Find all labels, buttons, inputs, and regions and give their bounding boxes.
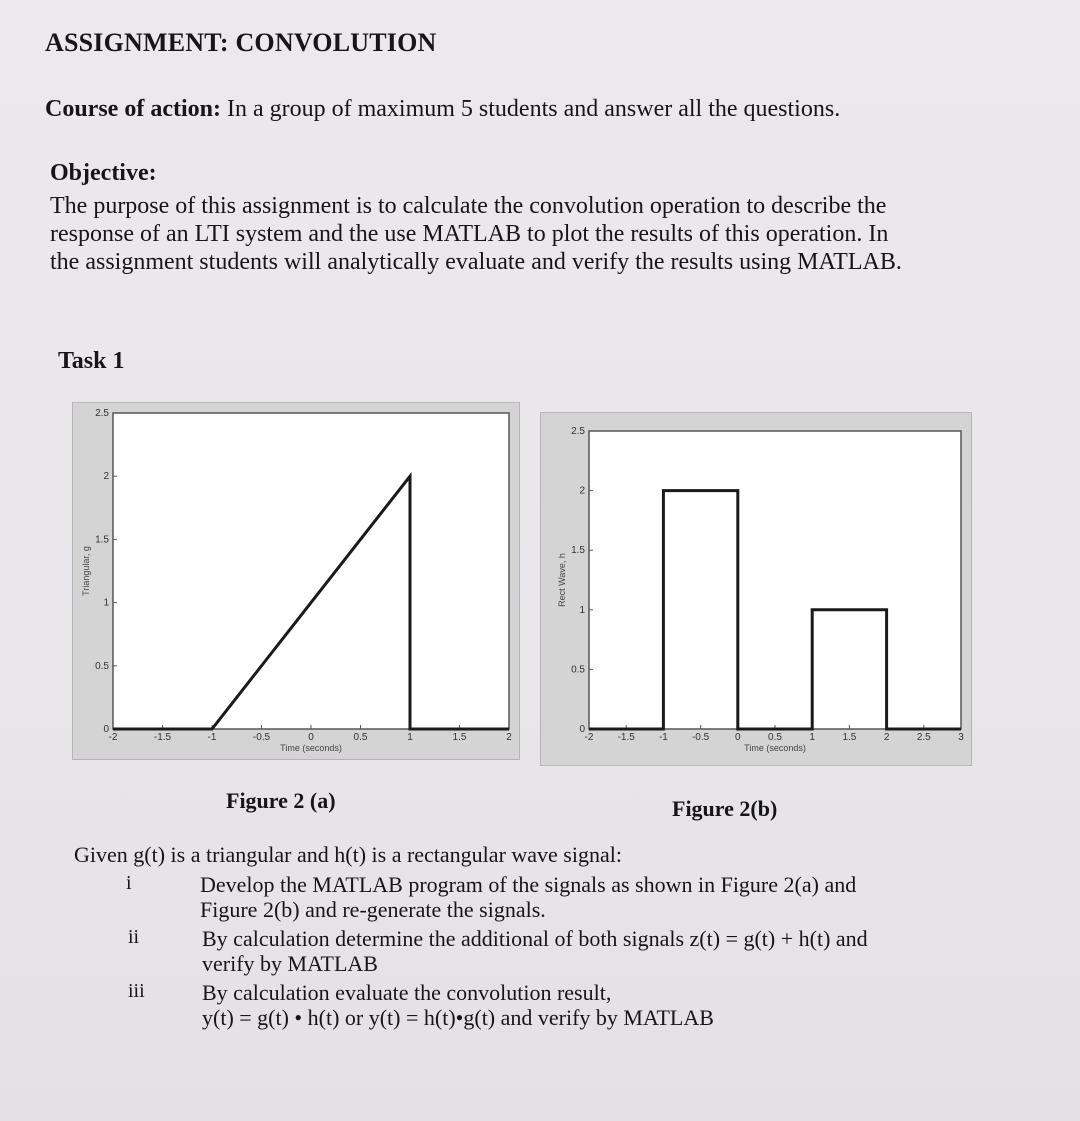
y-tick-label: 2 <box>103 471 109 483</box>
question-line: By calculation determine the additional of both signals z(t) = g(t) + h(t) and <box>202 926 868 951</box>
x-tick-label: 2 <box>883 732 890 743</box>
x-tick-label: 0 <box>308 732 314 743</box>
plot-area <box>589 431 961 729</box>
x-axis-label: Time (seconds) <box>744 743 806 753</box>
x-tick-label: 0.5 <box>768 732 782 743</box>
question-item <box>202 980 714 1030</box>
x-tick-label: -2 <box>584 732 594 743</box>
y-tick-label: 0.5 <box>571 664 585 676</box>
x-tick-label: 3 <box>958 732 964 743</box>
question-number: iii <box>128 980 145 1002</box>
figure-2a-caption: Figure 2 (a) <box>226 788 336 813</box>
x-tick-label: 1.5 <box>452 732 467 743</box>
questions-intro: Given g(t) is a triangular and h(t) is a rectangular wave signal: <box>74 842 622 867</box>
figure-2b-caption: Figure 2(b) <box>672 796 778 821</box>
y-tick-label: 2.5 <box>571 426 585 437</box>
x-tick-label: -1 <box>658 732 668 743</box>
x-tick-label: -2 <box>108 732 118 743</box>
y-tick-label: 0 <box>579 724 585 735</box>
x-tick-label: 1 <box>407 732 413 743</box>
question-number: i <box>126 872 132 894</box>
x-tick-label: 2 <box>506 732 512 743</box>
y-tick-label: 1 <box>579 604 585 616</box>
x-tick-label: -1.5 <box>617 732 635 743</box>
y-axis-label: Triangular, g <box>81 546 91 596</box>
course-of-action <box>45 96 840 123</box>
x-tick-label: 0.5 <box>353 732 368 743</box>
x-tick-label: 1.5 <box>842 732 857 743</box>
objective-heading: Objective: <box>50 160 157 186</box>
x-tick-label: 1 <box>809 732 815 743</box>
objective-paragraph <box>50 192 1030 276</box>
x-tick-label: -0.5 <box>691 732 710 743</box>
page-title: ASSIGNMENT: CONVOLUTION <box>45 28 437 57</box>
y-tick-label: 2 <box>579 485 585 497</box>
objective-line: The purpose of this assignment is to calculate the convolution operation to describe the <box>50 193 887 219</box>
x-tick-label: 2.5 <box>916 732 931 743</box>
y-axis-label: Rect Wave, h <box>557 553 567 607</box>
objective-line: the assignment students will analytically evaluate and verify the results using MATLAB. <box>50 249 902 275</box>
y-tick-label: 0.5 <box>95 660 109 672</box>
y-tick-label: 1.5 <box>571 545 585 557</box>
x-tick-label: -0.5 <box>252 732 271 743</box>
x-tick-label: 0 <box>735 732 741 743</box>
y-tick-label: 0 <box>103 724 109 735</box>
figure-2b-plot <box>541 413 971 765</box>
question-line: verify by MATLAB <box>202 951 378 976</box>
plot-area <box>113 413 509 729</box>
x-axis-label: Time (seconds) <box>280 743 342 753</box>
question-item <box>202 926 868 976</box>
task-heading: Task 1 <box>58 348 125 374</box>
objective-line: response of an LTI system and the use MATLAB to plot the results of this operation. In <box>50 221 889 247</box>
x-tick-label: -1.5 <box>153 732 172 743</box>
question-line: By calculation evaluate the convolution result, <box>202 980 612 1005</box>
question-number: ii <box>128 926 140 948</box>
question-line: y(t) = g(t) • h(t) or y(t) = h(t)•g(t) and verify by MATLAB <box>202 1005 714 1030</box>
course-label: Course of action: <box>45 96 221 122</box>
figure-2b-chart <box>540 412 972 766</box>
question-line: Develop the MATLAB program of the signals as shown in Figure 2(a) and <box>200 872 857 897</box>
y-tick-label: 1.5 <box>95 534 109 546</box>
figure-2a-plot <box>73 403 519 759</box>
figure-2a-chart <box>72 402 520 760</box>
x-tick-label: -1 <box>207 732 217 743</box>
question-item <box>200 872 856 922</box>
y-tick-label: 2.5 <box>95 408 109 419</box>
course-text: In a group of maximum 5 students and answer all the questions. <box>226 96 841 122</box>
question-line: Figure 2(b) and re-generate the signals. <box>200 897 546 922</box>
y-tick-label: 1 <box>103 597 109 609</box>
